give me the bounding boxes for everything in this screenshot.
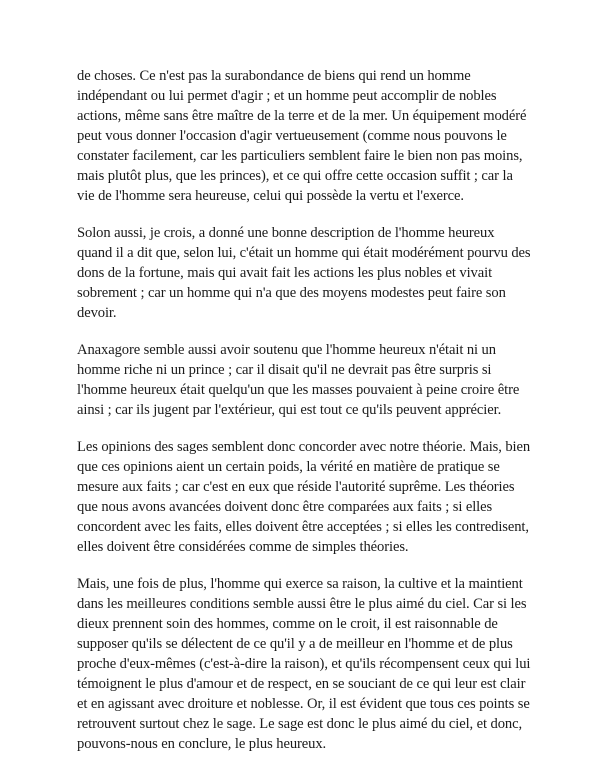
paragraph-2: Solon aussi, je crois, a donné une bonne description de l'homme heureux quand il a dit que, selon lui, c'était un homme qui était modérément pourvu des dons de la fortune, mais qui avait fait les actions les plus nobles et vivait sobrement ; car un homme qui n'a que des moyens modestes peut faire son devoir. (77, 225, 531, 321)
paragraph-1: de choses. Ce n'est pas la surabondance de biens qui rend un homme indépendant ou lui permet d'agir ; et un homme peut accomplir de nobles actions, même sans être maître de la terre et de la mer. Un équipement modéré peut vous donner l'occasion d'agir vertueusement (comme nous pouvons le constater facilement, car les particuliers semblent faire le bien non pas moins, mais plutôt plus, que les princes), et ce qui offre cette occasion suffit ; car la vie de l'homme sera heureuse, celui qui possède la vertu et l'exerce. (77, 68, 527, 204)
document-page (77, 66, 532, 771)
paragraph-4: Les opinions des sages semblent donc concorder avec notre théorie. Mais, bien que ces opinions aient un certain poids, la vérité en matière de pratique se mesure aux faits ; car c'est en eux que réside l'autorité suprême. Les théories que nous avons avancées doivent donc être comparées aux faits ; si elles concordent avec les faits, elles doivent être acceptées ; si elles les contredisent, elles doivent être considérées comme de simples théories. (77, 439, 531, 555)
paragraph-5: Mais, une fois de plus, l'homme qui exerce sa raison, la cultive et la maintient dans les meilleures conditions semble aussi être le plus aimé du ciel. Car si les dieux prennent soin des hommes, comme on le croit, il est raisonnable de supposer qu'ils se délectent de ce qu'il y a de meilleur en l'homme et de plus proche d'eux-mêmes (c'est-à-dire la raison), et qu'ils récompensent ceux qui lui témoignent le plus d'amour et de respect, en se souciant de ce qui leur est clair et en agissant avec droiture et noblesse. Or, il est évident que tous ces points se retrouvent surtout chez le sage. Le sage est donc le plus aimé du ciel, et donc, pouvons-nous en conclure, le plus heureux. (77, 576, 531, 752)
paragraph-3: Anaxagore semble aussi avoir soutenu que l'homme heureux n'était ni un homme riche ni un prince ; car il disait qu'il ne devrait pas être surpris si l'homme heureux était quelqu'un que les masses pouvaient à peine croire être ainsi ; car ils jugent par l'extérieur, qui est tout ce qu'ils peuvent apprécier. (77, 342, 520, 418)
